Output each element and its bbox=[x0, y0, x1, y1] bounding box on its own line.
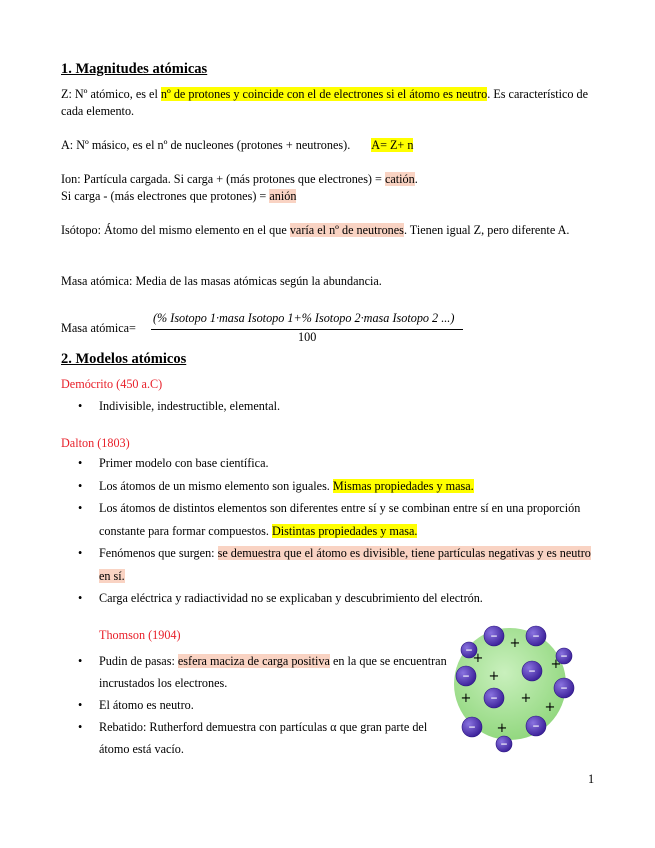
masa-definition: Masa atómica: Media de las masas atómicas según la abundancia. bbox=[61, 274, 382, 288]
isotopo-highlight: varía el nº de neutrones bbox=[289, 223, 404, 237]
dalton-i2-highlight: Mismas propiedades y masa. bbox=[332, 478, 474, 493]
isotopo-text-end: . Tienen igual Z, pero diferente A. bbox=[403, 223, 570, 237]
list-item: • Rebatido: Rutherford demuestra con partículas α que gran parte del átomo está vacío. bbox=[61, 716, 451, 760]
svg-text:+: + bbox=[472, 651, 484, 666]
svg-text:−: − bbox=[490, 694, 498, 704]
svg-text:−: − bbox=[532, 722, 540, 732]
dalton-i3-highlight: Distintas propiedades y masa. bbox=[271, 523, 418, 538]
democrito-heading: Demócrito (450 a.C) bbox=[61, 377, 163, 391]
ion-cation-text: Ion: Partícula cargada. Si carga + (más protones que electrones) = bbox=[61, 172, 385, 186]
svg-text:+: + bbox=[488, 669, 500, 684]
list-item: • Carga eléctrica y radiactividad no se explicaban y descubrimiento del electrón. bbox=[61, 587, 591, 610]
anion-highlight: anión bbox=[269, 189, 297, 203]
democrito-block bbox=[61, 376, 591, 415]
svg-text:+: + bbox=[496, 721, 508, 736]
thomson-atom-icon bbox=[452, 622, 580, 754]
ion-cation-end: . bbox=[414, 172, 418, 186]
section-title-magnitudes: 1. Magnitudes atómicas bbox=[61, 61, 208, 77]
thomson-i1-highlight: esfera maciza de carga positiva bbox=[177, 654, 330, 668]
ion-anion-line bbox=[61, 188, 591, 205]
section-title-modelos: 2. Modelos atómicos bbox=[61, 351, 187, 367]
thomson-i1-text-end: en la que se encuentran incrustados los electrones. bbox=[99, 654, 447, 690]
svg-text:+: + bbox=[509, 636, 521, 651]
list-item: • Indivisible, indestructible, elemental. bbox=[61, 398, 591, 415]
svg-text:−: − bbox=[500, 740, 508, 750]
formula-label: Masa atómica= bbox=[61, 321, 136, 335]
page-number: 1 bbox=[588, 772, 595, 786]
formula-numerator: (% Isotopo 1·masa Isotopo 1+% Isotopo 2·masa Isotopo 2 ...) bbox=[153, 311, 455, 325]
isotopo-text: Isótopo: Átomo del mismo elemento en el que bbox=[61, 223, 290, 237]
svg-text:+: + bbox=[460, 691, 472, 706]
list-item: • El átomo es neutro. bbox=[61, 694, 451, 716]
ion-anion-text: Si carga - (más electrones que protones) = bbox=[61, 189, 270, 203]
thomson-heading: Thomson (1904) bbox=[99, 628, 181, 642]
thomson-i1-text: Pudin de pasas: bbox=[99, 654, 178, 668]
thomson-block bbox=[61, 650, 451, 760]
list-item bbox=[61, 475, 591, 498]
svg-text:−: − bbox=[560, 684, 568, 694]
z-definition bbox=[61, 86, 591, 120]
list-item bbox=[61, 650, 451, 694]
z-highlight: nº de protones y coincide con el de electrones si el átomo es neutro bbox=[160, 87, 488, 101]
ion-cation-line bbox=[61, 171, 591, 188]
dalton-block bbox=[61, 435, 591, 610]
dalton-heading: Dalton (1803) bbox=[61, 436, 130, 450]
a-definition bbox=[61, 137, 591, 154]
svg-text:−: − bbox=[560, 652, 568, 662]
masa-atomica-formula bbox=[61, 311, 501, 347]
list-item bbox=[61, 497, 591, 542]
z-text: Z: Nº atómico, es el bbox=[61, 87, 161, 101]
z-text-end: . Es característico de cada elemento. bbox=[61, 87, 589, 118]
svg-text:−: − bbox=[468, 723, 476, 733]
svg-text:+: + bbox=[550, 657, 562, 672]
dalton-i4-highlight: se demuestra que el átomo es divisible, tiene partículas negativas y es neutro en sí. bbox=[99, 546, 591, 583]
svg-text:−: − bbox=[462, 672, 470, 682]
formula-denominator: 100 bbox=[298, 330, 317, 344]
svg-text:−: − bbox=[528, 667, 536, 677]
list-item: • Primer modelo con base científica. bbox=[61, 452, 591, 475]
a-text: A: Nº másico, es el nº de nucleones (protones + neutrones). bbox=[61, 138, 351, 152]
svg-text:−: − bbox=[532, 632, 540, 642]
svg-text:+: + bbox=[520, 691, 532, 706]
list-item bbox=[61, 542, 591, 587]
a-formula: A= Z+ n bbox=[371, 138, 414, 152]
isotopo-definition bbox=[61, 222, 591, 239]
cation-highlight: catión bbox=[384, 172, 415, 186]
svg-text:−: − bbox=[465, 646, 473, 656]
ion-definition bbox=[61, 171, 591, 205]
dalton-i3-text: Los átomos de distintos elementos son diferentes entre sí y se combinan entre sí en una proporción constante para formar compuestos. bbox=[99, 501, 581, 538]
dalton-i2-text: Los átomos de un mismo elemento son iguales. bbox=[99, 478, 333, 493]
svg-text:−: − bbox=[490, 632, 498, 642]
svg-text:+: + bbox=[544, 700, 556, 715]
dalton-i4-text: Fenómenos que surgen: bbox=[99, 546, 218, 560]
